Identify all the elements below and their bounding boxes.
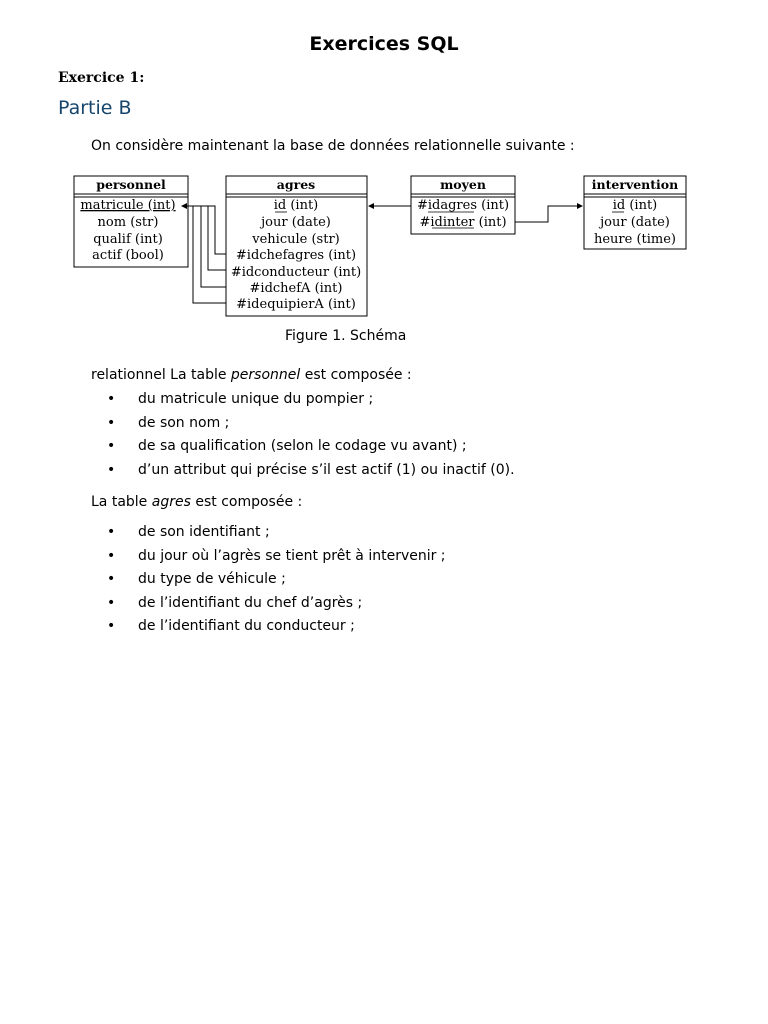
bullet-marker: • [107,438,116,454]
figure-caption: Figure 1. Schéma [285,328,407,344]
field-jour: jour (date) [261,215,331,230]
field-intervention-heure: heure (time) [593,232,677,247]
field-matricule: matricule (int) [80,198,176,213]
bullet-marker: • [107,594,116,611]
exercise-heading: Exercice 1: [58,70,145,86]
table-agres-name: agres [276,177,316,192]
agres-desc-pre: La table [91,494,152,510]
part-heading: Partie B [58,97,132,119]
field-idchefA: #idchefA (int) [249,281,343,296]
field-qualif: qualif (int) [93,232,163,247]
personnel-description [91,367,412,383]
field-intervention-id: id (int) [612,198,658,213]
field-idagres: #idagres (int) [416,198,510,213]
personnel-desc-post: est composée : [300,367,412,383]
bullet-marker: • [107,461,116,478]
bullet-marker: • [107,524,116,540]
field-id: id (int) [273,198,319,213]
table-intervention-name: intervention [591,177,679,192]
table-intervention [584,176,686,249]
personnel-desc-table: personnel [230,367,301,383]
agres-desc-table: agres [151,494,191,510]
bullet-marker: • [107,414,116,431]
table-personnel [74,176,188,267]
table-moyen [411,176,515,234]
field-vehicule: vehicule (str) [252,232,340,247]
field-idchefagres: #idchefagres (int) [235,248,357,263]
bullet-marker: • [107,571,116,587]
relational-schema-diagram [0,0,768,330]
page-title: Exercices SQL [309,33,459,55]
personnel-desc-pre: relationnel La table [91,367,231,383]
table-personnel-name: personnel [96,177,166,192]
field-actif: actif (bool) [92,248,164,263]
field-intervention-jour: jour (date) [600,215,670,230]
agres-description [91,494,302,510]
field-idequipierA: #idequipierA (int) [236,297,356,312]
table-agres [226,176,367,316]
field-idconducteur: #idconducteur (int) [230,265,362,280]
table-moyen-name: moyen [440,177,486,192]
field-idinter: #idinter (int) [419,215,507,230]
agres-desc-post: est composée : [190,494,303,510]
field-nom: nom (str) [97,215,159,230]
bullet-marker: • [107,618,116,634]
bullet-marker: • [107,391,116,407]
bullet-marker: • [107,547,116,564]
intro-paragraph: On considère maintenant la base de données relationnelle suivante : [91,138,575,154]
